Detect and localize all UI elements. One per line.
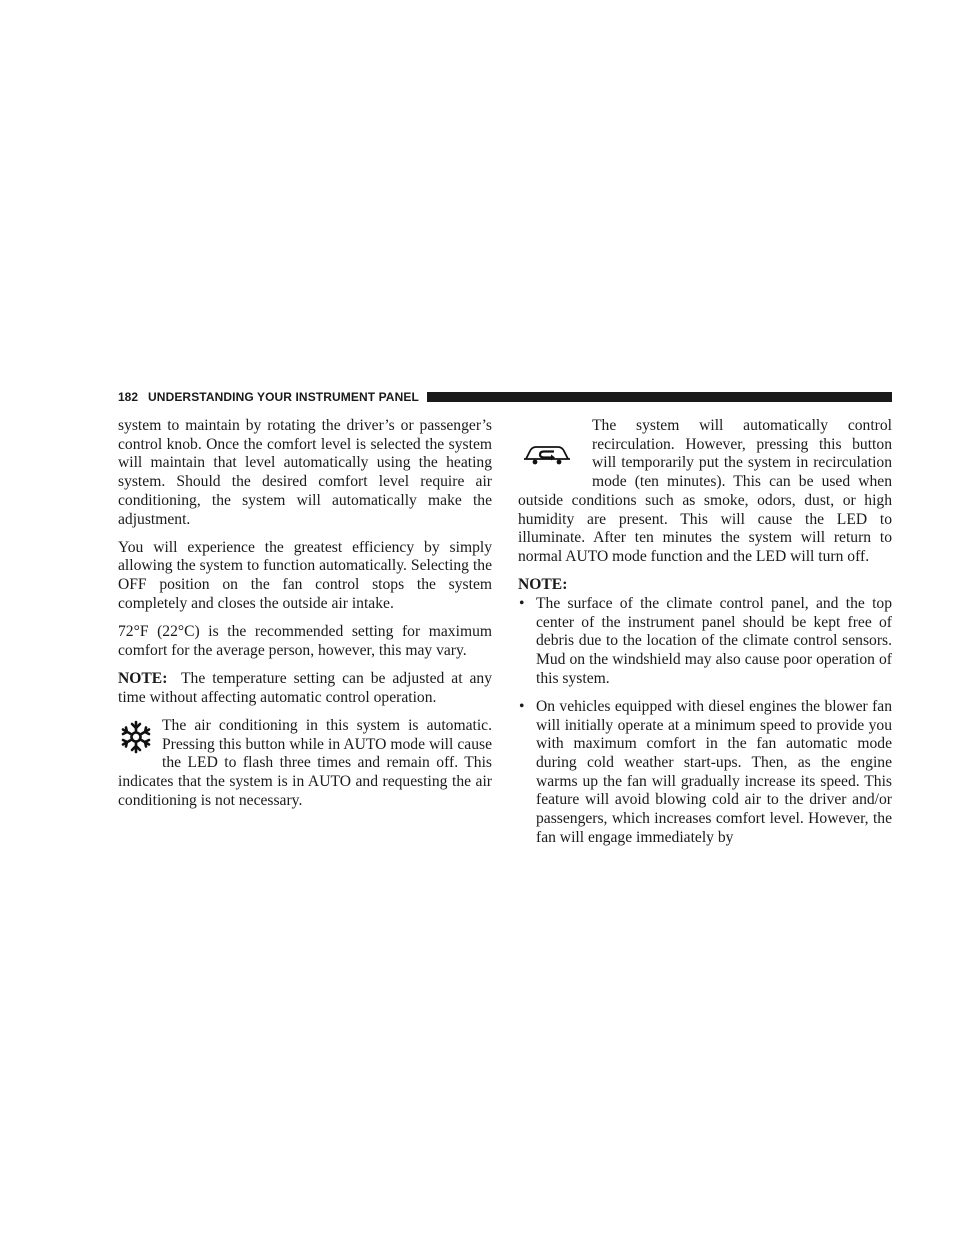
ac-description: The air conditioning in this system is automatic. Pressing this button while in AUTO mode will cause the LED to flash three times and remain off. This indicates that the system is in AUTO and requesting the air conditioning is not necessary. (118, 716, 492, 809)
right-column (518, 417, 892, 857)
recirculation-car-icon (518, 419, 584, 477)
paragraph-air-conditioning (118, 717, 492, 811)
bullet-mark: • (519, 594, 525, 612)
recirculation-description: The system will automatically control recirculation. However, pressing this button will temporarily put the system in recirculation mode (ten minutes). This can be used when outside conditions such as smoke, odors, dust, or high humidity are present. This will cause the LED to illuminate. After ten minutes the system will return to normal AUTO mode function and the LED will turn off. (518, 417, 892, 565)
section-title: UNDERSTANDING YOUR INSTRUMENT PANEL (148, 390, 419, 404)
paragraph-efficiency: You will experience the greatest efficiency by simply allowing the system to function automatically. Selecting the OFF position on the fan control stops the system completely and closes the outside air intake. (118, 538, 492, 612)
paragraph-comfort-level: system to maintain by rotating the driver’s or passenger’s control knob. Once the comfort level is selected the system will maintain that level automatically using the heating system. Should the desired comfort level require air conditioning, the system will automatically make the adjustment. (118, 417, 492, 528)
page-number: 182 (118, 390, 139, 404)
note-text: The temperature setting can be adjusted at any time without affecting automatic control operation. (118, 669, 492, 706)
paragraph-recirculation (518, 417, 892, 567)
paragraph-recommended-setting: 72°F (22°C) is the recommended setting for maximum comfort for the average person, however, this may vary. (118, 623, 492, 659)
note-label: NOTE: (118, 669, 168, 687)
left-column (118, 417, 492, 820)
page-header (118, 389, 892, 405)
snowflake-icon (118, 719, 154, 761)
paragraph-temperature-note (118, 670, 492, 707)
bullet-mark: • (519, 697, 525, 715)
list-item-text: On vehicles equipped with diesel engines the blower fan will initially operate at a minimum speed to provide you with maximum comfort in the fan automatic mode during cold weather start-ups. Then, as the engine warms up the fan will gradually increase its speed. This feature will avoid blowing cold air to the driver and/or passengers, which increases comfort level. However, the fan will engage immediately by (536, 697, 892, 846)
list-item-text: The surface of the climate control panel, and the top center of the instrument panel should be kept free of debris due to the location of the climate control sensors. Mud on the windshield may also cause poor operation of this system. (536, 594, 892, 687)
list-item (518, 595, 892, 689)
note-list (518, 595, 892, 848)
note-heading: NOTE: (518, 576, 568, 594)
list-item (518, 698, 892, 848)
header-rule (427, 392, 892, 402)
